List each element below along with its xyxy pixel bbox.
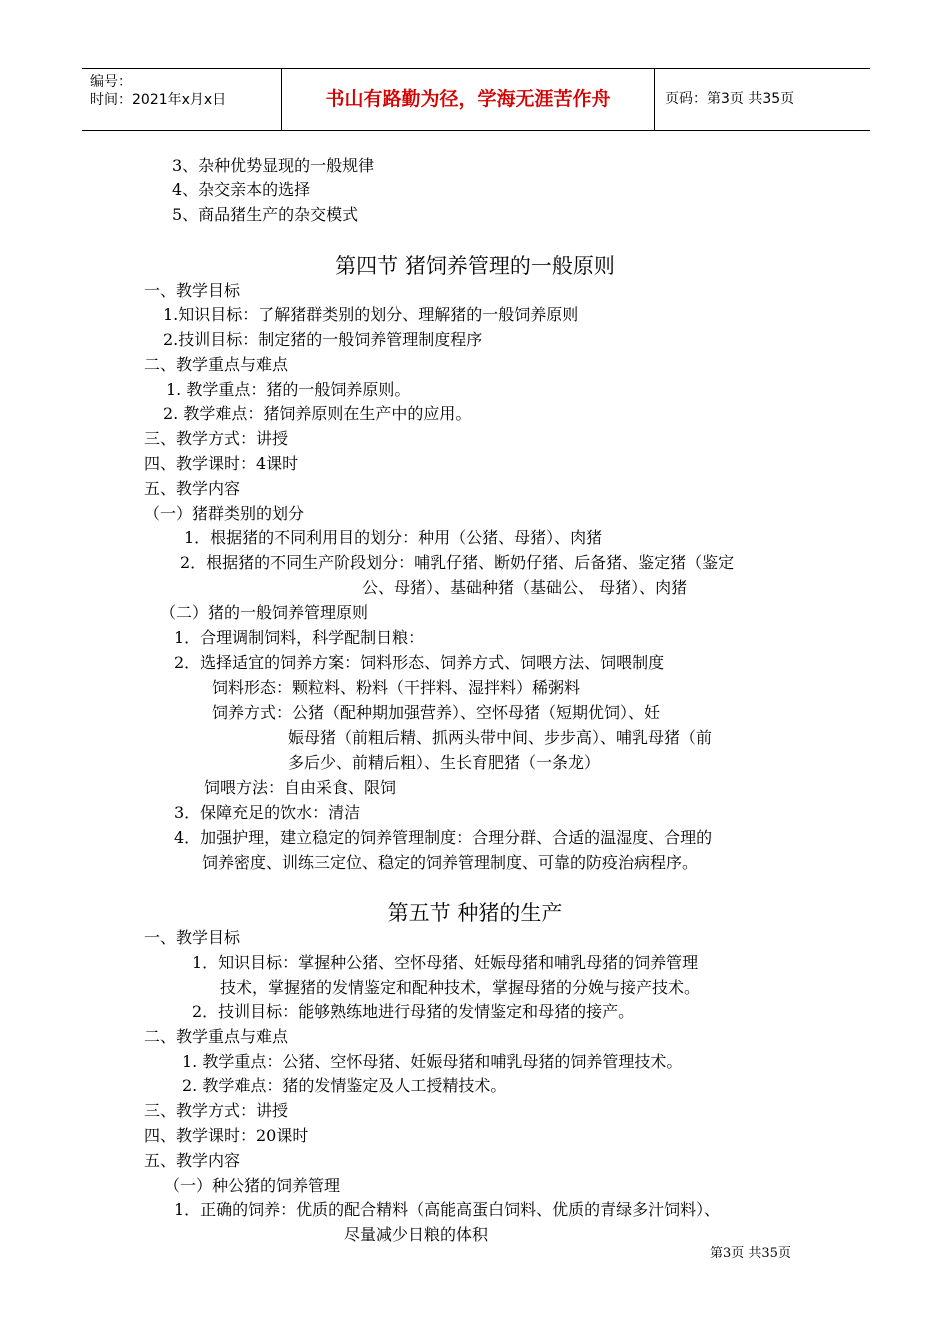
text-line: 公、母猪）、基础种猪（基础公、 母猪）、肉猪	[362, 578, 688, 597]
text-line: 二、教学重点与难点	[144, 355, 289, 374]
text-line: （一）种公猪的饲养管理	[164, 1176, 341, 1195]
header-meta	[82, 69, 282, 130]
text-line: 5、商品猪生产的杂交模式	[172, 205, 359, 224]
text-line: 2．技训目标：能够熟练地进行母猪的发情鉴定和母猪的接产。	[192, 1002, 635, 1021]
text-line: 3、杂种优势显现的一般规律	[172, 156, 375, 175]
header-code-label: 编号：	[90, 74, 132, 90]
text-line: 1．知识目标：掌握种公猪、空怀母猪、妊娠母猪和哺乳母猪的饲养管理	[192, 953, 699, 972]
text-line: 3．保障充足的饮水：清洁	[174, 803, 361, 822]
text-line: （二）猪的一般饲养管理原则	[160, 603, 369, 622]
text-line: 尽量减少日粮的体积	[344, 1225, 489, 1244]
section-title-5: 第五节 种猪的生产	[387, 901, 563, 925]
text-line: 饲养密度、训练三定位、稳定的饲养管理制度、可靠的防疫治病程序。	[202, 853, 699, 872]
text-line: 2. 教学难点：猪饲养原则在生产中的应用。	[163, 404, 472, 423]
text-line: 饲喂方法：自由采食、限饲	[204, 778, 397, 797]
text-line: 技术，掌握猪的发情鉴定和配种技术，掌握母猪的分娩与接产技术。	[220, 978, 701, 997]
text-line: 二、教学重点与难点	[144, 1027, 289, 1046]
text-line: 娠母猪（前粗后精、抓两头带中间、步步高）、哺乳母猪（前	[288, 728, 713, 747]
text-line: 2．根据猪的不同生产阶段划分：哺乳仔猪、断奶仔猪、后备猪、鉴定猪（鉴定	[180, 553, 735, 572]
page-footer: 第3页 共35页	[710, 1246, 791, 1261]
text-line: 四、教学课时：4课时	[144, 454, 299, 473]
section-title-4: 第四节 猪饲养管理的一般原则	[335, 254, 615, 278]
text-line: 饲料形态：颗粒料、粉料（干拌料、湿拌料）稀粥料	[212, 678, 581, 697]
header-time-label: 时间：2021年x月x日	[90, 92, 227, 108]
text-line: 1. 教学重点：公猪、空怀母猪、妊娠母猪和哺乳母猪的饲养管理技术。	[182, 1052, 683, 1071]
header-page-info: 页码：第3页 共35页	[665, 91, 795, 107]
text-line: 1．正确的饲养：优质的配合精料（高能高蛋白饲料、优质的青绿多汁饲料）、	[174, 1200, 721, 1219]
text-line: 2．选择适宜的饲养方案：饲料形态、饲养方式、饲喂方法、饲喂制度	[174, 653, 665, 672]
text-line: 1．根据猪的不同利用目的划分：种用（公猪、母猪）、肉猪	[184, 528, 603, 547]
text-line: 四、教学课时：20课时	[144, 1126, 309, 1145]
text-line: 1.知识目标：了解猪群类别的划分、理解猪的一般饲养原则	[163, 305, 579, 324]
text-line: 一、教学目标	[144, 928, 241, 947]
text-line: 五、教学内容	[144, 1151, 241, 1170]
text-line: 1. 教学重点：猪的一般饲养原则。	[166, 380, 411, 399]
text-line: （一）猪群类别的划分	[144, 504, 305, 523]
text-line: 1．合理调制饲料，科学配制日粮：	[174, 628, 425, 647]
page-header	[82, 68, 870, 131]
text-line: 4、杂交亲本的选择	[172, 180, 311, 199]
header-motto: 书山有路勤为径，学海无涯苦作舟	[282, 69, 655, 130]
text-line: 多后少、前精后粗）、生长育肥猪（一条龙）	[288, 753, 601, 772]
text-line: 一、教学目标	[144, 281, 241, 300]
text-line: 三、教学方式：讲授	[144, 1101, 289, 1120]
text-line: 五、教学内容	[144, 479, 241, 498]
text-line: 2. 教学难点：猪的发情鉴定及人工授精技术。	[182, 1076, 507, 1095]
text-line: 饲养方式：公猪（配种期加强营养）、空怀母猪（短期优饲）、妊	[212, 703, 661, 722]
text-line: 三、教学方式：讲授	[144, 429, 289, 448]
text-line: 4．加强护理，建立稳定的饲养管理制度：合理分群、合适的温湿度、合理的	[174, 828, 713, 847]
text-line: 2.技训目标：制定猪的一般饲养管理制度程序	[163, 330, 483, 349]
